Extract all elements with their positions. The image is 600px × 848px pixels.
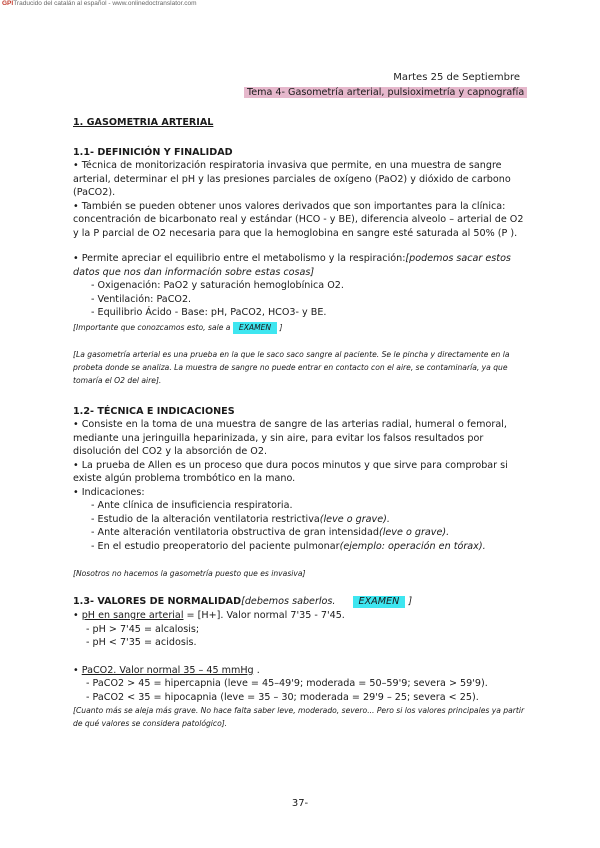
paragraph-text: • Permite apreciar el equilibrio entre el metabolismo y la respiración:: [73, 253, 406, 264]
list-item-text: - Ante alteración ventilatoria obstructiva de gran intensidad: [91, 527, 379, 538]
page-number: 37-: [291, 798, 309, 809]
paragraph: • También se pueden obtener unos valores derivados que son importantes para la clínica: concentración de bicarbonato real y estándar (HCO - y BE), diferencia alveolo – arterial de O2 y la P parcial de O2 necesaria para que la hemoglobina en sangre esté saturada al 50% (P ).: [73, 200, 524, 239]
ph-value: = [H+]. Valor normal 7'35 - 7'45.: [183, 610, 345, 621]
list-item-note: (leve o grave).: [319, 513, 390, 525]
paragraph: • Técnica de monitorización respiratoria invasiva que permite, en una muestra de sangre arterial, determinar el pH y las presiones parciales de oxígeno (PaO2) y dióxido de carbono (PaCO2).: [73, 160, 511, 198]
section-1-3-title: 1.3- VALORES DE NORMALIDAD: [73, 596, 242, 607]
section-1-3-heading: [73, 594, 531, 609]
list-item: [73, 499, 531, 513]
section-1-3-note-close: ]: [408, 596, 413, 607]
list-item: - pH < 7'35 = acidosis.: [86, 637, 197, 648]
important-note-text: [Importante que conozcamos esto, sale a: [73, 322, 231, 332]
paco2-definition: [73, 664, 531, 678]
paragraph: • Indicaciones:: [73, 486, 145, 498]
section-1-title: 1. GASOMETRIA ARTERIAL: [73, 117, 214, 128]
important-note: [73, 320, 531, 336]
list-item: - PaCO2 > 45 = hipercapnia (leve = 45–49'9; moderada = 50–59'9; severa > 59'9).: [86, 678, 488, 689]
header-date: Martes 25 de Septiembre: [393, 72, 520, 83]
list-item-text: - Ante clínica de insuficiencia respiratoria.: [91, 500, 293, 511]
section-1-3-note: [debemos saberlos.: [241, 596, 336, 607]
translator-banner-text: Traducido del catalán al español - www.onlinedoctranslator.com: [13, 0, 197, 7]
paragraph: • Consiste en la toma de una muestra de sangre de las arterias radial, humeral o femoral, mediante una jeringuilla heparinizada, y sin aire, para evitar los falsos resultados por disolución del CO2 y la absorción de O2.: [73, 419, 507, 457]
list-item-note: (ejemplo: operación en tórax).: [339, 540, 486, 552]
teacher-note: [La gasometría arterial es una prueba en la que le saco saco sangre al paciente. Se le pincha y directamente en la probeta donde se analiza. La muestra de sangre no puede entrar en contacto con el aire, se contaminaría, ya que tomaría el O2 del aire].: [73, 349, 510, 385]
list-item: - Equilibrio Ácido - Base: pH, PaCO2, HCO3- y BE.: [91, 307, 327, 318]
list-item: - PaCO2 < 35 = hipocapnia (leve = 35 – 30; moderada = 29'9 – 25; severa < 25).: [86, 691, 479, 703]
paco2-rest: .: [253, 664, 260, 676]
list-item-note: (leve o grave).: [379, 527, 450, 538]
list-item-text: - En el estudio preoperatorio del paciente pulmonar: [91, 540, 340, 552]
list-item: - Ventilación: PaCO2.: [91, 293, 192, 305]
exam-badge: EXAMEN: [233, 322, 277, 334]
bullet: •: [73, 610, 82, 621]
header-topic: Tema 4- Gasometría arterial, pulsioximetría y capnografía: [244, 87, 527, 98]
paco2-label: PaCO2. Valor normal 35 – 45 mmHg: [81, 664, 254, 676]
teacher-note: [Cuanto más se aleja más grave. No hace falta saber leve, moderado, severo... Pero si los valores principales ya partir de qué valores se considera patológico].: [73, 706, 525, 728]
list-item: [73, 540, 531, 554]
ph-definition: [73, 609, 531, 623]
ph-label: pH en sangre arterial: [81, 610, 184, 621]
inline-note: [podemos sacar estos datos que nos dan información sobre estas cosas]: [73, 253, 511, 278]
section-1-2-title: 1.2- TÉCNICA E INDICACIONES: [73, 405, 235, 417]
document-body: [73, 116, 531, 730]
list-item-text: - Estudio de la alteración ventilatoria restrictiva: [91, 513, 320, 525]
bullet: •: [73, 664, 82, 676]
paragraph: [73, 252, 531, 279]
teacher-note: [Nosotros no hacemos la gasometría puesto que es invasiva]: [73, 569, 306, 578]
list-item: - pH > 7'45 = alcalosis;: [86, 623, 200, 635]
section-1-1-title: 1.1- DEFINICIÓN Y FINALIDAD: [73, 146, 233, 158]
translator-banner: [2, 0, 197, 7]
paragraph: • La prueba de Allen es un proceso que dura pocos minutos y que sirve para comprobar si existe algún problema trombótico en la mano.: [73, 459, 508, 484]
important-note-close: ]: [279, 322, 283, 332]
list-item: [73, 513, 531, 527]
list-item: [73, 526, 531, 540]
translator-logo: GPI: [2, 0, 14, 7]
exam-badge: EXAMEN: [353, 596, 406, 608]
list-item: - Oxigenación: PaO2 y saturación hemoglobínica O2.: [91, 280, 344, 291]
